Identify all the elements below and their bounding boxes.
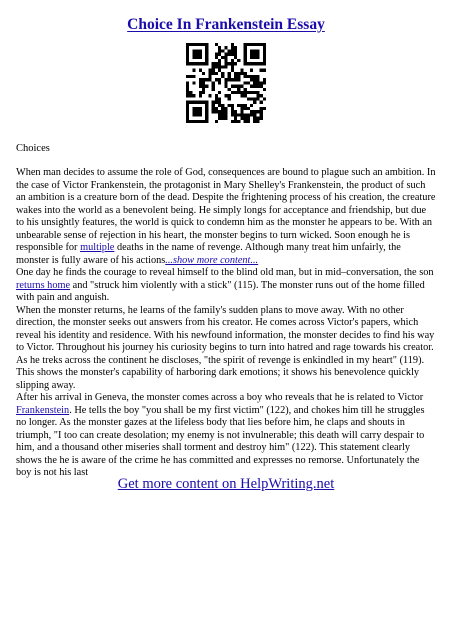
paragraph-text: and "struck him violently with a stick" (115). The monster runs out of the home filled with pain and anguish. — [16, 279, 425, 303]
paragraph-text: One day he finds the courage to reveal himself to the blind old man, but in mid–conversation, the son — [16, 267, 434, 278]
paragraph-text: After his arrival in Geneva, the monster comes across a boy who reveals that he is related to Victor — [16, 392, 424, 403]
link-returns-home[interactable]: returns home — [16, 279, 71, 291]
qr-code-icon — [186, 43, 266, 123]
paragraph-text: When man decides to assume the role of God, consequences are bound to plague such an ambition. In the case of Victor Frankenstein, the protagonist in Mary Shelley's Frankenstein, the product of such an ambition is a creature born of the dead. Despite the frightening process of his creation, the creature wakes into the world as a benevolent being. He simply longs for acceptance and friendship, but due to his unsightly features, the world is quick to condemn him as the monster he appears to be. With an unbearable sense of rejection in his heart, the monster begins to turn wicked. Soon enough he is responsible for — [16, 167, 436, 253]
section-heading: Choices — [16, 143, 50, 154]
paragraph-2 — [16, 267, 436, 305]
paragraph-1 — [16, 167, 436, 267]
link-multiple[interactable]: multiple — [80, 242, 115, 253]
paragraph-text: . He tells the boy "you shall be my first victim" (122), and chokes him till he struggles no longer. As the monster gazes at the lifeless body that lies before him, he claps and shouts in triumph, "I too can create desolation; my enemy is not invulnerable; this death will carry despair to him, and a thousand other miseries shall torment and destroy him" (122). This statement clearly shows the he is aware of the crime he has committed and expresses no remorse. Unfortunately the boy is not his last — [16, 404, 425, 478]
paragraph-4 — [16, 392, 436, 480]
paragraph-text: deaths in the name of revenge. Although many treat him unfairly, the monster is fully aware of his actions — [16, 242, 401, 266]
show-more-link[interactable]: ...show more content... — [165, 254, 259, 266]
paragraph-3: When the monster returns, he learns of the family's sudden plans to move away. With no other direction, the monster seeks out answers from his creator. He comes across Victor's papers, which reveal his identity and residence. With his newfound information, the monster decides to find his way to Victor. Throughout his journey his curiosity begins to turn into hatred and rage towards his creator. As he treks across the continent he discloses, "the spirit of revenge is enkindled in my heart" (119). This shows the monster's capability of harboring dark emotions; it shows his benevolence quickly slipping away. — [16, 304, 435, 391]
footer-link[interactable]: Get more content on HelpWriting.net — [117, 476, 335, 492]
link-frankenstein[interactable]: Frankenstein — [16, 404, 70, 416]
essay-body — [16, 167, 436, 480]
document-title[interactable]: Choice In Frankenstein Essay — [127, 16, 325, 33]
